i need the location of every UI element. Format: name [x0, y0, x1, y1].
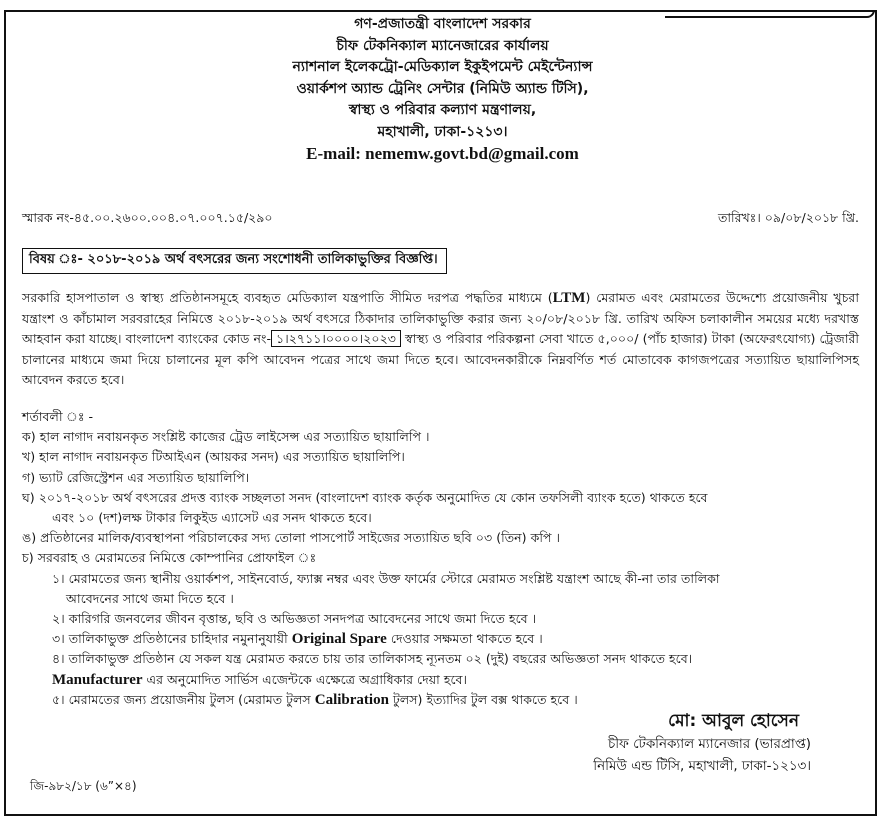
header-address: মহাখালী, ঢাকা-১২১৩। [377, 123, 508, 140]
signatory-name: মো: আবুল হোসেন [668, 711, 799, 731]
body-part1: সরকারি হাসপাতাল ও স্বাস্থ্য প্রতিষ্ঠানসমূহে ব্যবহৃত মেডিক্যাল যন্ত্রপাতি সীমিত দরপত্র পদ্ধতির মাধ্যমে ( [22, 290, 553, 305]
memo-reference: স্মারক নং-৪৫.০০.২৬০০.০০৪.০৭.০০৭.১৫/২৯০ [22, 210, 273, 225]
profile-item-3-tail: দেওয়ার সক্ষমতা থাকতে হবে । [386, 631, 543, 647]
memo-date: তারিখঃ। ০৯/০৮/২০১৮ খ্রি. [718, 210, 859, 225]
signatory-title: চীফ টেকনিক্যাল ম্যানেজার (ভারপ্রাপ্ত) [607, 737, 811, 752]
manufacturer-term: Manufacturer [52, 671, 143, 688]
original-spare-term: Original Spare [291, 631, 387, 648]
condition-ch: চ) সরবরাহ ও মেরামতের নিমিত্তে কোম্পানির প্রোফাইল ঃ [22, 550, 317, 566]
signatory-address: নিমিউ এন্ড টিসি, মহাখালী, ঢাকা-১২১৩। [593, 759, 811, 774]
header-institution: ন্যাশনাল ইলেকট্রো-মেডিক্যাল ইকুইপমেন্ট মেইন্টেন্যান্স [292, 59, 593, 75]
profile-item-2: ২। কারিগরি জনবলের জীবন বৃত্তান্ত, ছবি ও অভিজ্ঞতা সনদপত্র আবেদনের সাথে জমা দিতে হবে । [52, 611, 537, 627]
header-government: গণ-প্রজাতন্ত্রী বাংলাদেশ সরকার [354, 16, 531, 32]
profile-item-4-tail: এর অনুমোদিত সার্ভিস এজেন্টকে এক্ষেত্রে অগ্রাধিকার দেয়া হবে। [142, 671, 468, 687]
profile-item-4: ৪। তালিকাভুক্ত প্রতিষ্ঠান যে সকল যন্ত্র মেরামত করতে চায় তার তালিকাসহ ন্যূনতম ০২ (দুই) বছরের অভিজ্ঞতা সনদ থাকতে হবে। [52, 651, 693, 667]
profile-item-3-text: ৩। তালিকাভুক্ত প্রতিষ্ঠানের চাহিদার নমুনানুযায়ী [52, 631, 292, 647]
profile-item-5-tail: টুলস) ইত্যাদির টুল বক্স থাকতে হবে । [388, 691, 578, 707]
subject-box: বিষয় ঃ- ২০১৮-২০১৯ অর্থ বৎসরের জন্য সংশোধনী তালিকাভুক্তির বিজ্ঞপ্তি। [22, 248, 447, 274]
conditions-list [22, 407, 859, 710]
print-code: জি-৯৮২/১৮ (৬”×৪) [30, 779, 137, 793]
header-email: E-mail: nememw.govt.bd@gmail.com [306, 144, 579, 163]
body-part2: ) মেরামত এবং মেরামতের উদ্দেশ্যে প্রয়োজনীয় খুচরা যন্ত্রাংশ ও কাঁচামাল সরবরাহের নিমিত্তে ২০১৮-২০১৯ অর্থ বৎসরে ঠিকাদার তালিকাভুক্তি করার জন্য ২০/০৮/২০১৮ খ্রি. তারিখ অফিস চলাকালীন সময়ের মধ্যে দরখাস্ত আহবান করা যাচ্ছে। বাংলাদেশ ব্যাংকের কোড নং- [22, 290, 859, 346]
condition-gh: ঘ) ২০১৭-২০১৮ অর্থ বৎসরের প্রদত্ত ব্যাংক সচ্ছলতা সনদ (বাংলাদেশ ব্যাংক কর্তৃক অনুমোদিত যে কোন তফসিলী ব্যাংক হতে) থাকতে হবে [22, 489, 708, 505]
body-part3: স্বাস্থ্য ও পরিবার পরিকল্পনা সেবা খাতে ৫,০০০/ (পাঁচ হাজার) টাকা (অফেরৎযোগ্য) ট্রেজারী চালানের মাধ্যমে জমা দিয়ে চালানের মূল কপি আবেদন পত্রের সাথে জমা দিতে হবে। আবেদনকারীকে নিম্নবর্ণিত শর্ত মোতাবেক কাগজপত্রের সত্যায়িত ছায়ালিপিসহ আবেদন করতে হবে। [22, 331, 860, 387]
condition-g: গ) ভ্যাট রেজিস্ট্রেশন এর সত্যায়িত ছায়ালিপি। [22, 469, 250, 485]
header-workshop: ওয়ার্কশপ অ্যান্ড ট্রেনিং সেন্টার (নিমিউ অ্যান্ড টিসি), [296, 80, 589, 97]
bank-code: ১।২৭১১।০০০০।২০২৩ [271, 330, 401, 347]
condition-k: ক) হাল নাগাদ নবায়নকৃত সংশ্লিষ্ট কাজের ট্রেড লাইসেন্স এর সত্যায়িত ছায়ালিপি । [22, 429, 430, 445]
calibration-term: Calibration [314, 691, 389, 708]
notice-body [22, 288, 859, 391]
signature-block [593, 708, 811, 778]
condition-kh: খ) হাল নাগাদ নবায়নকৃত টিআইএন (আয়কর সনদ) এর সত্যায়িত ছায়ালিপি। [22, 449, 405, 465]
condition-gh-continued: এবং ১০ (দশ)লক্ষ টাকার লিকুইড এ্যাসেট এর সনদ থাকতে হবে। [52, 510, 372, 526]
conditions-heading: শর্তাবলী ঃ - [22, 409, 94, 424]
profile-item-4-continued [22, 670, 859, 690]
office-header [0, 14, 885, 165]
header-office: চীফ টেকনিক্যাল ম্যানেজারের কার্যালয় [336, 37, 549, 54]
profile-item-3 [22, 629, 859, 649]
header-ministry: স্বাস্থ্য ও পরিবার কল্যাণ মন্ত্রণালয়, [348, 102, 537, 118]
condition-u: ঙ) প্রতিষ্ঠানের মালিক/ব্যবস্থাপনা পরিচালকের সদ্য তোলা পাসপোর্ট সাইজের সত্যায়িত ছবি ০৩ (তিন) কপি । [22, 530, 561, 546]
profile-item-1: ১। মেরামতের জন্য স্থানীয় ওয়ার্কশপ, সাইনবোর্ড, ফ্যাক্স নম্বর এবং উক্ত ফার্মের স্টোরে মেরামত সংশ্লিষ্ট যন্ত্রাংশ আছে কী-না তার তালিকা [52, 570, 720, 586]
profile-item-1-continued: আবেদনের সাথে জমা দিতে হবে । [66, 590, 234, 606]
profile-item-5-text: ৫। মেরামতের জন্য প্রয়োজনীয় টুলস (মেরামত টুলস [52, 691, 315, 707]
body-ltm: LTM [552, 290, 586, 306]
